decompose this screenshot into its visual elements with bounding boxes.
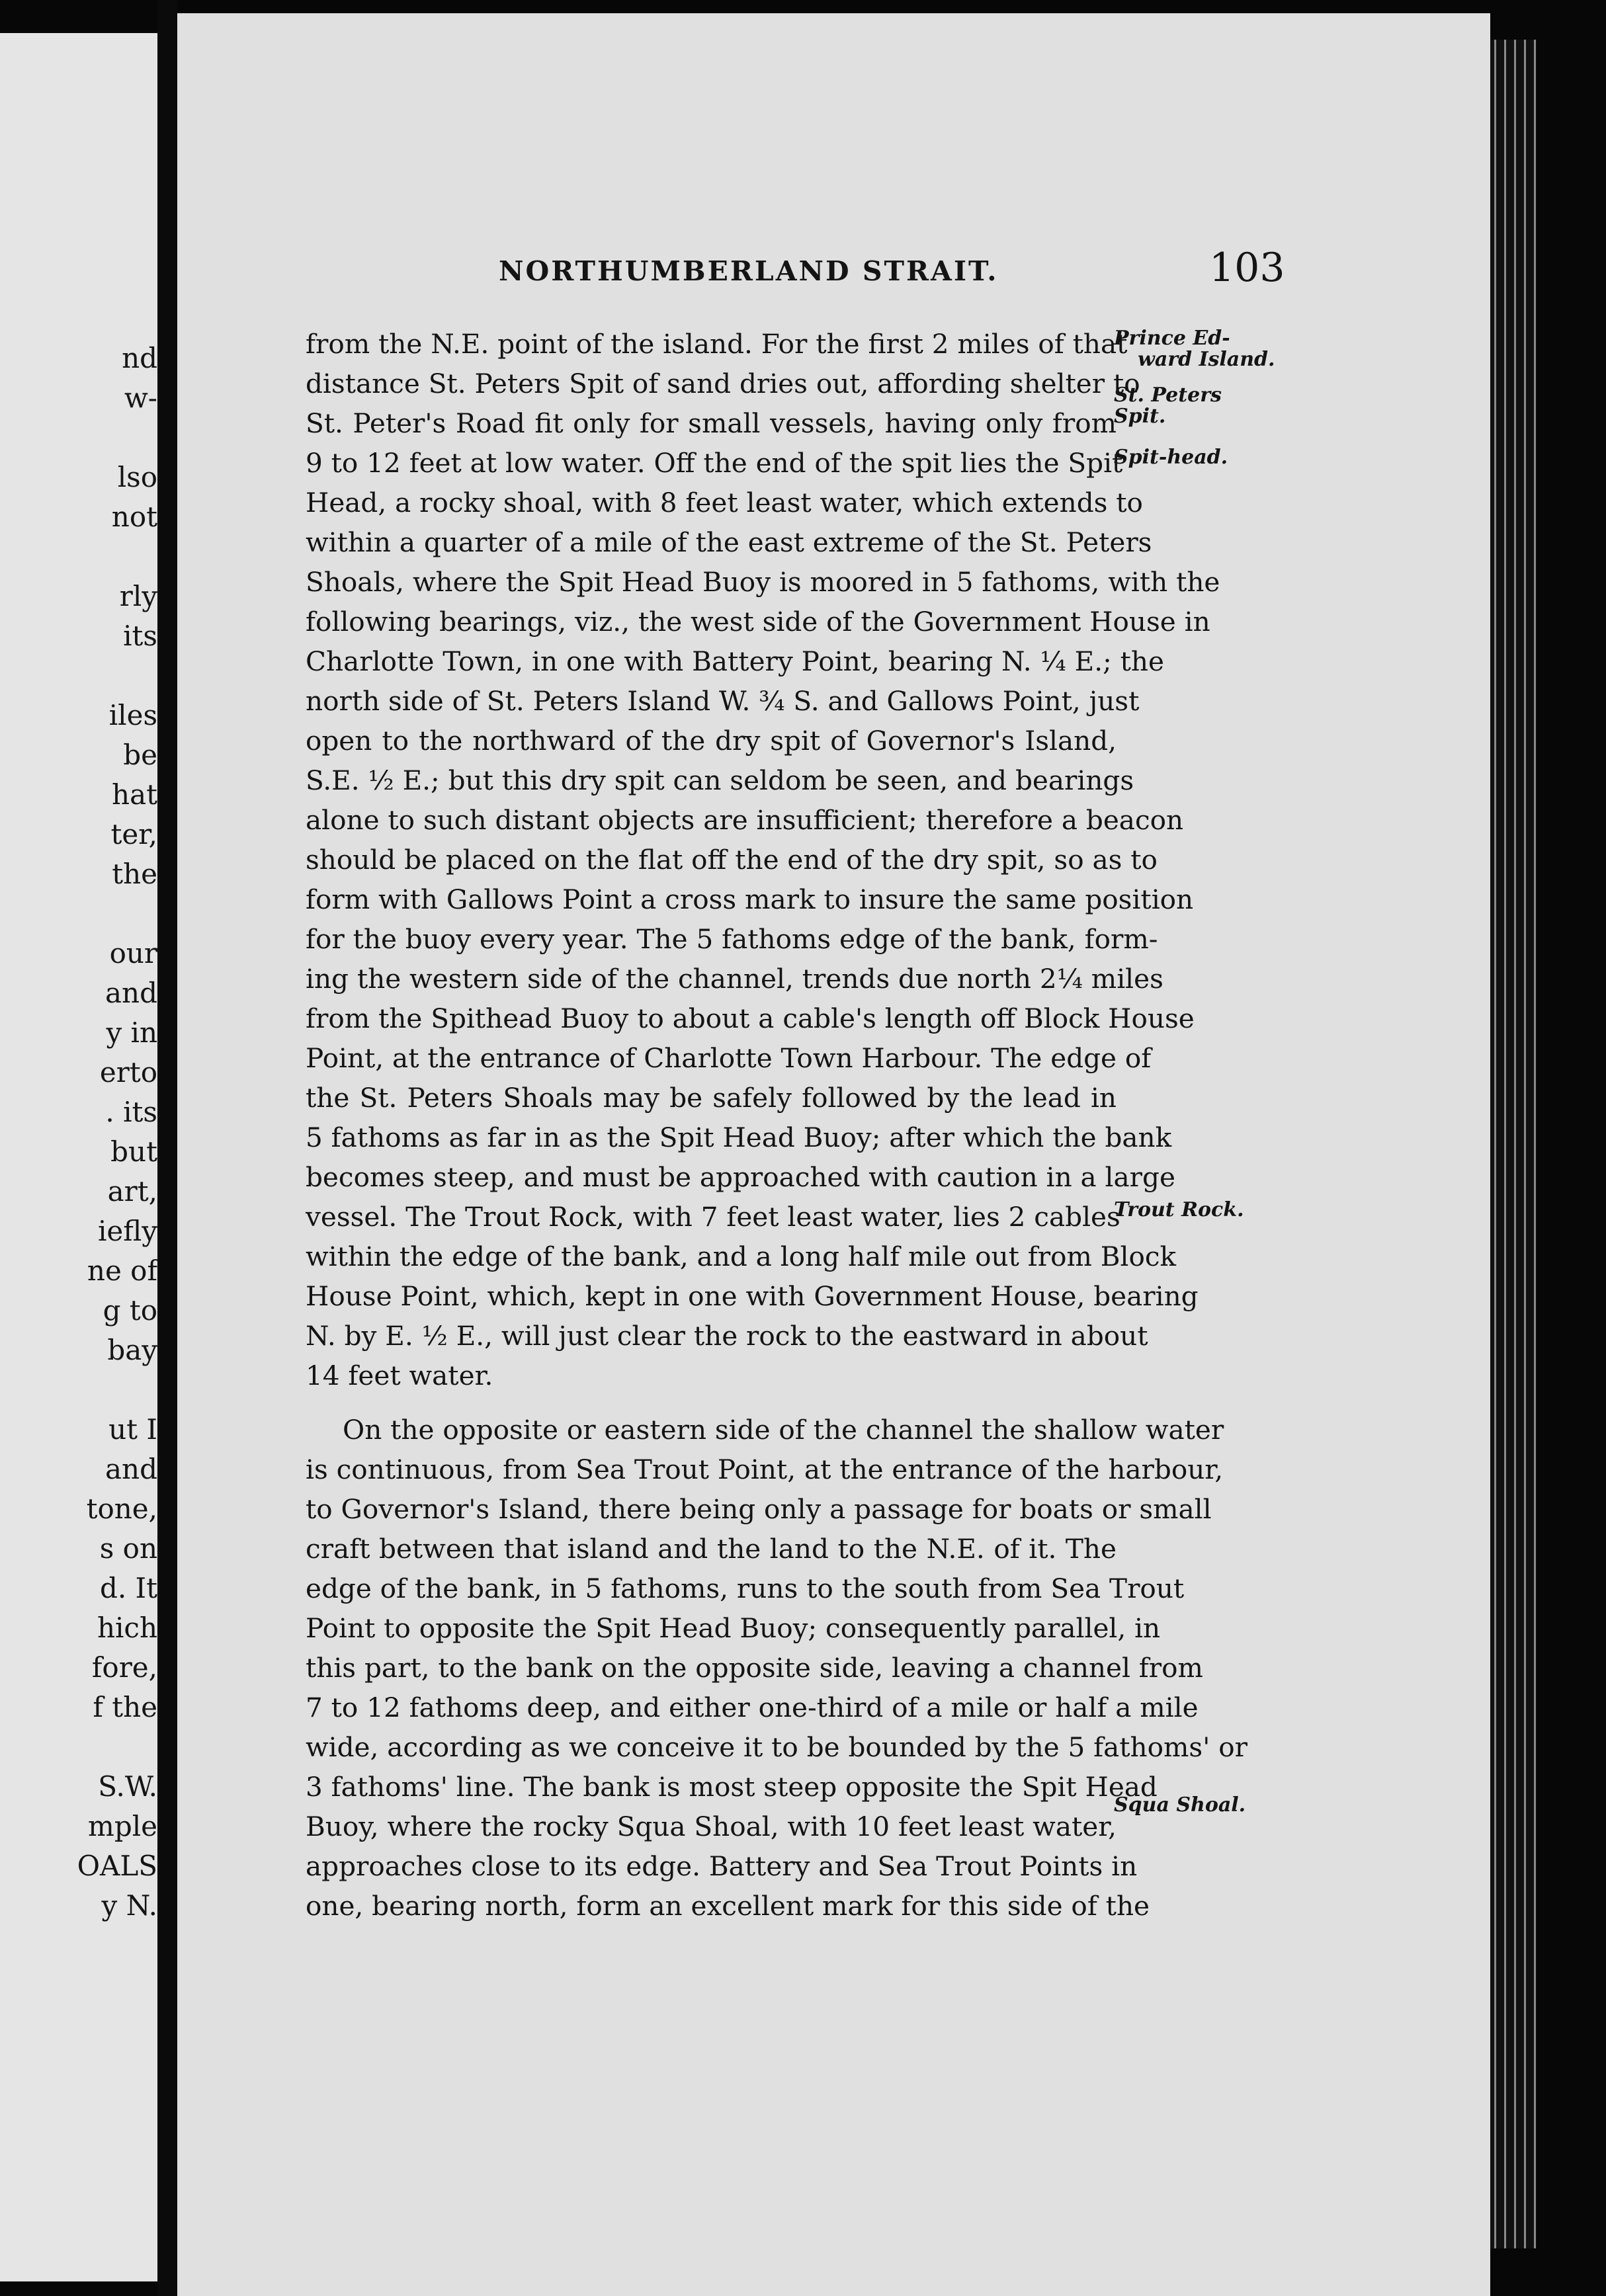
text-line: becomes steep, and must be approached with caution in a large (306, 1161, 1175, 1193)
text-line: for the buoy every year. The 5 fathoms edge of the bank, form- (306, 923, 1158, 955)
facing-page-fragment: ne of (87, 1254, 157, 1287)
facing-page-fragment: our (109, 937, 157, 969)
facing-page-fragment: but (110, 1135, 157, 1168)
facing-page-fragment: y in (106, 1016, 157, 1049)
facing-page-fragment: OALS (77, 1850, 157, 1882)
facing-page-fragment: S.W. (98, 1770, 157, 1803)
margin-note-squa-shoal (1114, 1795, 1246, 1816)
text-line: 7 to 12 fathoms deep, and either one-third of a mile or half a mile (306, 1692, 1199, 1723)
text-line: wide, according as we conceive it to be bounded by the 5 fathoms' or (306, 1731, 1247, 1763)
text-line: St. Peter's Road fit only for small vessels, having only from (306, 407, 1117, 439)
page-number: 103 (1209, 245, 1285, 291)
text-line: N. by E. ½ E., will just clear the rock to the eastward in about (306, 1320, 1148, 1352)
text-line: following bearings, viz., the west side of the Government House in (306, 606, 1210, 637)
text-line: this part, to the bank on the opposite side, leaving a channel from (306, 1652, 1203, 1684)
text-line: Head, a rocky shoal, with 8 feet least water, which extends to (306, 487, 1143, 518)
page-stack-edge (1490, 40, 1537, 2248)
facing-page-fragment: s on (99, 1532, 157, 1565)
facing-page-fragment: rly (119, 580, 157, 612)
facing-page-fragment: the (112, 858, 157, 890)
facing-page-fragment: iefly (97, 1215, 157, 1247)
text-line: open to the northward of the dry spit of Governor's Island, (306, 725, 1117, 757)
margin-note-line: Prince Ed- (1114, 327, 1230, 350)
text-line: S.E. ½ E.; but this dry spit can seldom be seen, and bearings (306, 764, 1134, 796)
text-line: approaches close to its edge. Battery and Sea Trout Points in (306, 1850, 1138, 1882)
text-line: Point to opposite the Spit Head Buoy; consequently parallel, in (306, 1612, 1161, 1644)
text-line: vessel. The Trout Rock, with 7 feet least water, lies 2 cables (306, 1201, 1120, 1233)
facing-page-fragment: nd (122, 342, 157, 374)
text-line: one, bearing north, form an excellent mark for this side of the (306, 1890, 1150, 1922)
text-line: should be placed on the flat off the end of the dry spit, so as to (306, 844, 1158, 876)
margin-note-line: St. Peters (1114, 384, 1222, 407)
facing-page-fragment: g to (103, 1294, 157, 1327)
paragraph-2 (306, 1410, 1247, 1926)
text-line: from the Spithead Buoy to about a cable's length off Block House (306, 1003, 1195, 1034)
facing-page-fragment: f the (93, 1691, 157, 1723)
text-line: 9 to 12 feet at low water. Off the end of the spit lies the Spit (306, 447, 1123, 479)
facing-page-fragment: lso (117, 461, 157, 493)
text-line: Charlotte Town, in one with Battery Point, bearing N. ¼ E.; the (306, 645, 1164, 677)
margin-note-st-peters-spit (1114, 385, 1222, 427)
facing-page-fragment: fore, (91, 1651, 157, 1684)
text-line: Point, at the entrance of Charlotte Town Harbour. The edge of (306, 1042, 1152, 1074)
facing-page-fragment: art, (107, 1175, 157, 1208)
facing-page-fragment: and (105, 1453, 157, 1485)
facing-page-fragment: tone, (86, 1493, 157, 1525)
facing-page-fragment: w- (124, 382, 157, 414)
facing-page-fragment: bay (107, 1334, 157, 1366)
text-line: 5 fathoms as far in as the Spit Head Buoy; after which the bank (306, 1122, 1172, 1153)
text-line: 3 fathoms' line. The bank is most steep opposite the Spit Head (306, 1771, 1158, 1803)
facing-page-fragment: erto (99, 1056, 157, 1088)
facing-page-fragment: and (105, 977, 157, 1009)
text-line: within a quarter of a mile of the east extreme of the St. Peters (306, 526, 1152, 558)
facing-page-fragment: its (123, 620, 157, 652)
text-line: within the edge of the bank, and a long half mile out from Block (306, 1241, 1177, 1272)
text-line: edge of the bank, in 5 fathoms, runs to the south from Sea Trout (306, 1573, 1185, 1604)
text-line: distance St. Peters Spit of sand dries out, affording shelter to (306, 368, 1140, 399)
margin-note-line: Spit. (1114, 405, 1166, 428)
text-line: Shoals, where the Spit Head Buoy is moored in 5 fathoms, with the (306, 566, 1220, 598)
text-line: Buoy, where the rocky Squa Shoal, with 10 feet least water, (306, 1811, 1117, 1842)
text-line: to Governor's Island, there being only a passage for boats or small (306, 1493, 1212, 1525)
margin-note-line: Squa Shoal. (1114, 1793, 1246, 1817)
margin-note-prince-edward-island (1114, 328, 1275, 370)
facing-page-fragment: be (123, 739, 157, 771)
facing-page-edge (0, 33, 157, 2281)
margin-note-trout-rock (1114, 1200, 1244, 1221)
text-line: is continuous, from Sea Trout Point, at the entrance of the harbour, (306, 1454, 1224, 1485)
facing-page-fragment: . its (105, 1096, 157, 1128)
facing-page-fragment: hich (97, 1612, 157, 1644)
running-head: NORTHUMBERLAND STRAIT. (499, 255, 999, 287)
facing-page-fragment: ter, (110, 818, 157, 850)
text-line: On the opposite or eastern side of the channel the shallow water (343, 1414, 1224, 1446)
facing-page-fragment: mple (88, 1810, 157, 1842)
facing-page-fragment: d. It (99, 1572, 157, 1604)
facing-page-fragment: iles (108, 699, 157, 731)
text-line: from the N.E. point of the island. For the first 2 miles of that (306, 328, 1128, 360)
margin-note-line: Trout Rock. (1114, 1198, 1244, 1221)
text-line: the St. Peters Shoals may be safely followed by the lead in (306, 1082, 1117, 1114)
text-line: ing the western side of the channel, trends due north 2¼ miles (306, 963, 1163, 995)
facing-page-fragment: ut I (108, 1413, 157, 1446)
text-line: 14 feet water. (306, 1360, 493, 1391)
margin-note-spit-head (1114, 447, 1228, 468)
text-line: House Point, which, kept in one with Government House, bearing (306, 1280, 1199, 1312)
text-line: form with Gallows Point a cross mark to insure the same position (306, 883, 1194, 915)
facing-page-fragment: hat (112, 778, 157, 811)
text-line: north side of St. Peters Island W. ¾ S. and Gallows Point, just (306, 685, 1140, 717)
facing-page-fragment: y N. (101, 1889, 157, 1922)
margin-note-line: ward Island. (1138, 348, 1275, 371)
margin-note-line: Spit-head. (1114, 446, 1228, 469)
text-line: craft between that island and the land to the N.E. of it. The (306, 1533, 1117, 1565)
book-gutter (157, 0, 177, 2296)
facing-page-fragment: not (111, 501, 157, 533)
text-line: alone to such distant objects are insufficient; therefore a beacon (306, 804, 1184, 836)
